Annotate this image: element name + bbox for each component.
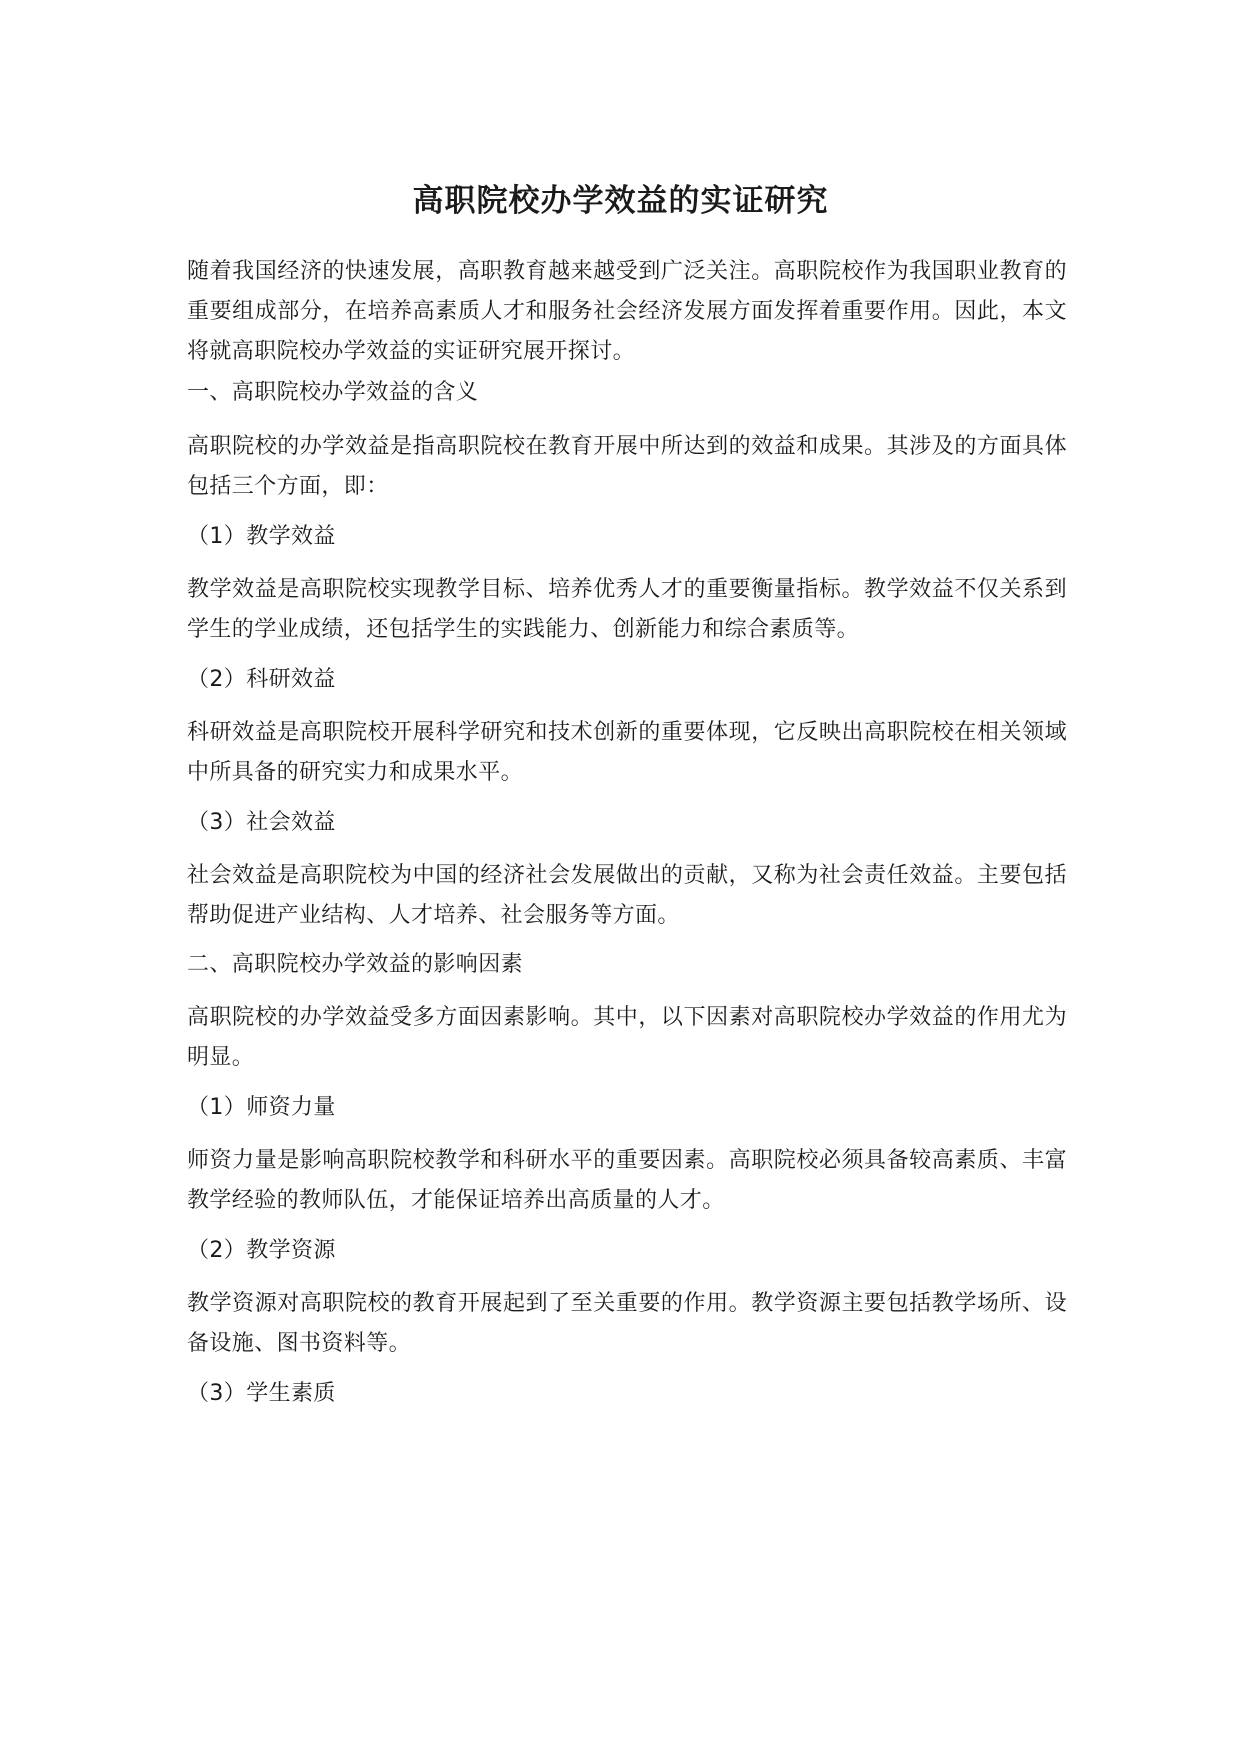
- subheading-research-benefit: （2）科研效益: [187, 667, 336, 692]
- paragraph-research-benefit: 科研效益是高职院校开展科学研究和技术创新的重要体现，它反映出高职院校在相关领域中所具备的研究实力和成果水平。: [187, 720, 1067, 785]
- document-title: 高职院校办学效益的实证研究: [412, 183, 829, 219]
- paragraph-meaning: 高职院校的办学效益是指高职院校在教育开展中所达到的效益和成果。其涉及的方面具体包括三个方面，即：: [187, 434, 1067, 499]
- paragraph-faculty: 师资力量是影响高职院校教学和科研水平的重要因素。高职院校必须具备较高素质、丰富教学经验的教师队伍，才能保证培养出高质量的人才。: [187, 1148, 1067, 1213]
- intro-paragraph: 随着我国经济的快速发展，高职教育越来越受到广泛关注。高职院校作为我国职业教育的重要组成部分，在培养高素质人才和服务社会经济发展方面发挥着重要作用。因此，本文将就高职院校办学效益的实证研究展开探讨。: [187, 259, 1067, 364]
- paragraph-factors: 高职院校的办学效益受多方面因素影响。其中，以下因素对高职院校办学效益的作用尤为明显。: [187, 1005, 1067, 1070]
- paragraph-teaching-benefit: 教学效益是高职院校实现教学目标、培养优秀人才的重要衡量指标。教学效益不仅关系到学生的学业成绩，还包括学生的实践能力、创新能力和综合素质等。: [187, 577, 1067, 642]
- subheading-faculty: （1）师资力量: [187, 1095, 336, 1120]
- subheading-teaching-resources: （2）教学资源: [187, 1238, 336, 1263]
- paragraph-teaching-resources: 教学资源对高职院校的教育开展起到了至关重要的作用。教学资源主要包括教学场所、设备设施、图书资料等。: [187, 1291, 1067, 1356]
- subheading-student-quality: （3）学生素质: [187, 1381, 336, 1406]
- paragraph-social-benefit: 社会效益是高职院校为中国的经济社会发展做出的贡献，又称为社会责任效益。主要包括帮助促进产业结构、人才培养、社会服务等方面。: [187, 863, 1067, 928]
- section-heading-factors: 二、高职院校办学效益的影响因素: [187, 952, 524, 977]
- subheading-social-benefit: （3）社会效益: [187, 810, 336, 835]
- subheading-teaching-benefit: （1）教学效益: [187, 524, 336, 549]
- section-heading-meaning: 一、高职院校办学效益的含义: [187, 380, 479, 405]
